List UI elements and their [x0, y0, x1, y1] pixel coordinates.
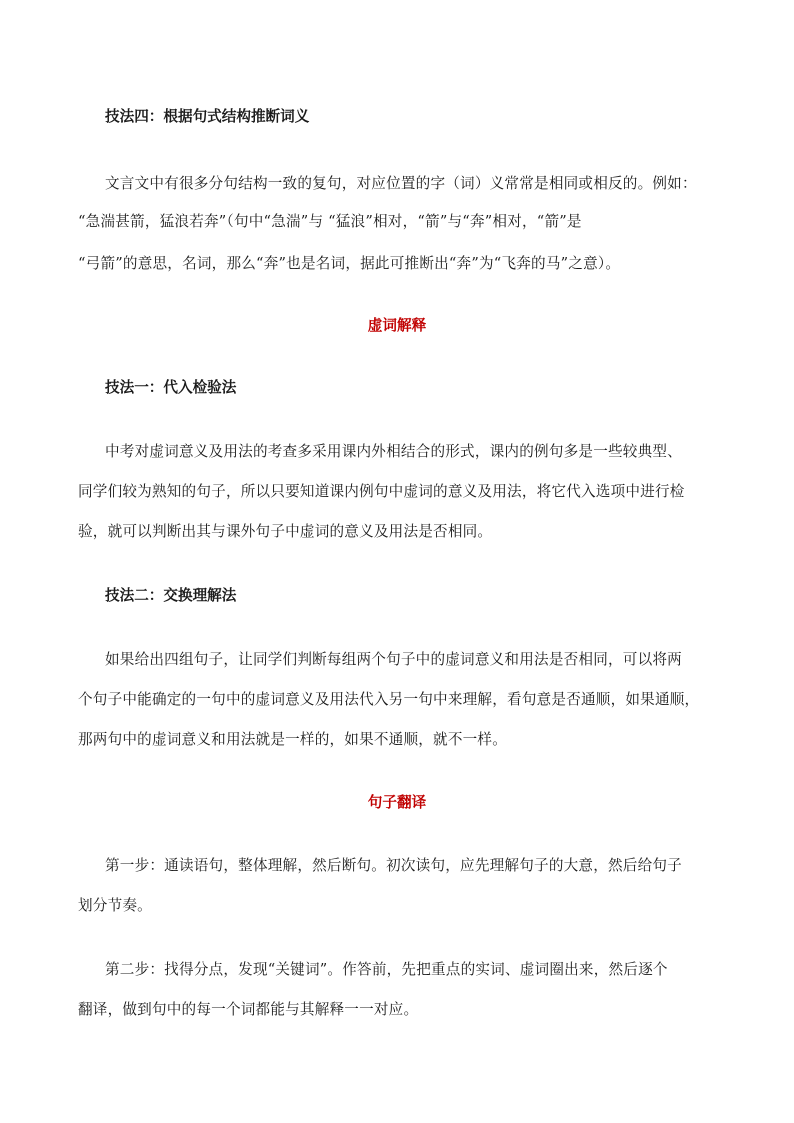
paragraph-line: 同学们较为熟知的句子，所以只要知道课内例句中虚词的意义及用法，将它代入选项中进行检 — [78, 483, 685, 500]
section-title-function-words: 虚词解释 — [367, 317, 427, 334]
section-title-sentence-translation: 句子翻译 — [367, 794, 427, 811]
paragraph-line: 第二步：找得分点，发现“关键词”。作答前，先把重点的实词、虚词圈出来，然后逐个 — [105, 961, 668, 978]
paragraph-line: 那两句中的虚词意义和用法就是一样的，如果不通顺，就不一样。 — [78, 731, 508, 748]
paragraph-line: 中考对虚词意义及用法的考查多采用课内外相结合的形式，课内的例句多是一些较典型、 — [105, 443, 682, 460]
heading-method-1: 技法一：代入检验法 — [105, 379, 237, 396]
paragraph-line: 文言文中有很多分句结构一致的复句，对应位置的字（词）义常常是相同或相反的。例如： — [105, 175, 697, 192]
paragraph-line: 第一步：通读语句，整体理解，然后断句。初次读句，应先理解句子的大意，然后给句子 — [105, 857, 682, 874]
paragraph-line: 验，就可以判断出其与课外句子中虚词的意义及用法是否相同。 — [78, 523, 493, 540]
heading-technique-4: 技法四：根据句式结构推断词义 — [105, 108, 310, 125]
paragraph-line: 翻译，做到句中的每一个词都能与其解释一一对应。 — [78, 1001, 419, 1018]
heading-method-2: 技法二：交换理解法 — [105, 587, 237, 604]
paragraph-line: 如果给出四组句子，让同学们判断每组两个句子中的虚词意义和用法是否相同，可以将两 — [105, 651, 682, 668]
paragraph-line: 个句子中能确定的一句中的虚词意义及用法代入另一句中来理解，看句意是否通顺，如果通顺， — [78, 691, 700, 708]
paragraph-line: “弓箭”的意思，名词，那么“奔”也是名词，据此可推断出“奔”为“飞奔的马”之意）。 — [78, 255, 621, 272]
paragraph-line: 划分节奏。 — [78, 897, 152, 914]
paragraph-line: “急湍甚箭，猛浪若奔”（句中“急湍”与 “猛浪”相对，“箭”与“奔”相对，“箭”是 — [78, 213, 582, 230]
